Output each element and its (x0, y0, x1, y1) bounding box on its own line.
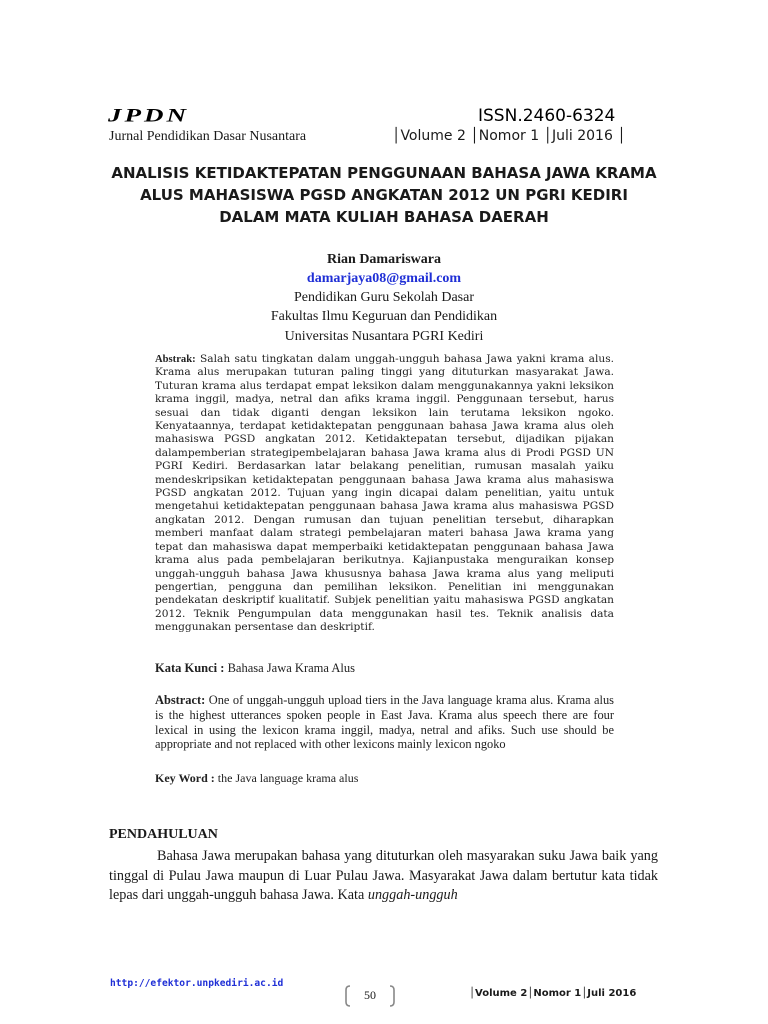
abstract-label: Abstract: (155, 693, 206, 707)
body-italic-term: unggah-ungguh (367, 887, 458, 903)
page-number: 50 (364, 988, 376, 1002)
footer-date: Juli 2016 (587, 988, 637, 999)
abstrak-label: Abstrak: (155, 354, 196, 365)
abstract-text: One of unggah-ungguh upload tiers in the Java language krama alus. Krama alus is the highest utterances spoken people in East Java. Krama alus speech there are four lexical in using the lexicon krama inggil, madya, netral and afiks. Such use should be appropriate and not replaced with other lexicons mainly lexicon ngoko (155, 693, 614, 752)
journal-name: Jurnal Pendidikan Dasar Nusantara (109, 129, 307, 144)
abstrak-paragraph (155, 353, 614, 635)
kata-kunci-label: Kata Kunci : (155, 661, 225, 675)
issue-number: Nomor 1 (478, 128, 540, 144)
key-word-label: Key Word : (155, 771, 215, 785)
footer-url-link[interactable]: http://efektor.unpkediri.ac.id (110, 978, 284, 989)
affiliation-program: Pendidikan Guru Sekolah Dasar (293, 290, 475, 305)
volume: Volume 2 (400, 128, 466, 144)
volume-info: │Volume 2 │Nomor 1 │Juli 2016 │ (392, 128, 626, 144)
footer-number: Nomor 1 (533, 988, 582, 999)
affiliation-faculty: Fakultas Ilmu Keguruan dan Pendidikan (270, 309, 498, 324)
kata-kunci (155, 661, 614, 676)
body-text: Bahasa Jawa merupakan bahasa yang dituturkan oleh masyarakan suku Jawa baik yang tinggal di Pulau Jawa maupun di Luar Pulau Jawa. Masyarakat Jawa dalam bertutur kata tidak lepas dari unggah-ungguh bahasa Jawa. Kata (109, 848, 658, 903)
key-word-text: the Java language krama alus (217, 771, 359, 785)
kata-kunci-text: Bahasa Jawa Krama Alus (227, 661, 355, 675)
footer-volume-info: │Volume 2│Nomor 1│Juli 2016 (469, 988, 637, 999)
footer-volume: Volume 2 (475, 988, 528, 999)
author-name: Rian Damariswara (327, 252, 441, 267)
article-title: ANALISIS KETIDAKTEPATAN PENGGUNAAN BAHASA JAWA KRAMA ALUS MAHASISWA PGSD ANGKATAN 2012 UN PGRI KEDIRI DALAM MATA KULIAH BAHASA DAERAH (111, 164, 657, 226)
abstrak-text: Salah satu tingkatan dalam unggah-ungguh bahasa Jawa yakni krama alus. Krama alus merupakan tuturan paling tinggi yang dituturkan masyarakat Jawa. Tuturan krama alus terdapat empat leksikon dalam menggunakannya yakni leksikon krama inggil, madya, netral dan afiks krama inggil. Penggunaan tersebut, harus sesuai dan tidak diganti dengan leksikon lain terutama leksikon ngoko. Kenyataannya, terdapat ketidaktepatan penggunaan bahasa Jawa krama alus oleh mahasiswa PGSD angkatan 2012. Ketidaktepatan tersebut, dijadikan pijakan dalampemberian strategipembelajaran bahasa Jawa krama alus di Prodi PGSD UN PGRI Kediri. Berdasarkan latar belakang penelitian, rumusan masalah yaiku mendeskripsikan ketidaktepatan penggunaan bahasa Jawa krama alus mahasiswa PGSD angkatan 2012. Tujuan yang ingin dicapai dalam penelitian, yaitu untuk mengetahui ketidaktepatan penggunaan bahasa Jawa krama alus mahasiswa PGSD angkatan 2012. Dengan rumusan dan tujuan penelitian tersebut, diharapkan memberi manfaat dalam strategi pembelajaran materi bahasa Jawa krama yang tepat dan mahasiswa dapat memperbaiki ketidaktepatan penggunaan bahasa Jawa krama alus pada pembelajaran berikutnya. Kajianpustaka menguraikan konsep unggah-ungguh bahasa Jawa khususnya bahasa Jawa krama alus yang meliputi pengertian, pengguna dan pemilihan leksikon. Penelitian ini menggunakan pendekatan deskriptif kualitatif. Subjek penelitian yaitu mahasiswa PGSD angkatan 2012. Teknik Pengumpulan data menggunakan hasil tes. Teknik analisis data menggunakan persentase dan deskriptif. (155, 353, 615, 634)
section-heading: PENDAHULUAN (109, 827, 218, 842)
issn: ISSN.2460-6324 (478, 106, 616, 126)
issue-date: Juli 2016 (552, 128, 613, 144)
journal-logo: JPDN (108, 104, 189, 126)
key-word (155, 771, 614, 786)
author-email[interactable]: damarjaya08@gmail.com (306, 271, 462, 286)
body-paragraph (109, 847, 658, 906)
abstract-paragraph (155, 693, 614, 752)
page-number-box (342, 983, 398, 1009)
affiliation-university: Universitas Nusantara PGRI Kediri (284, 329, 484, 344)
